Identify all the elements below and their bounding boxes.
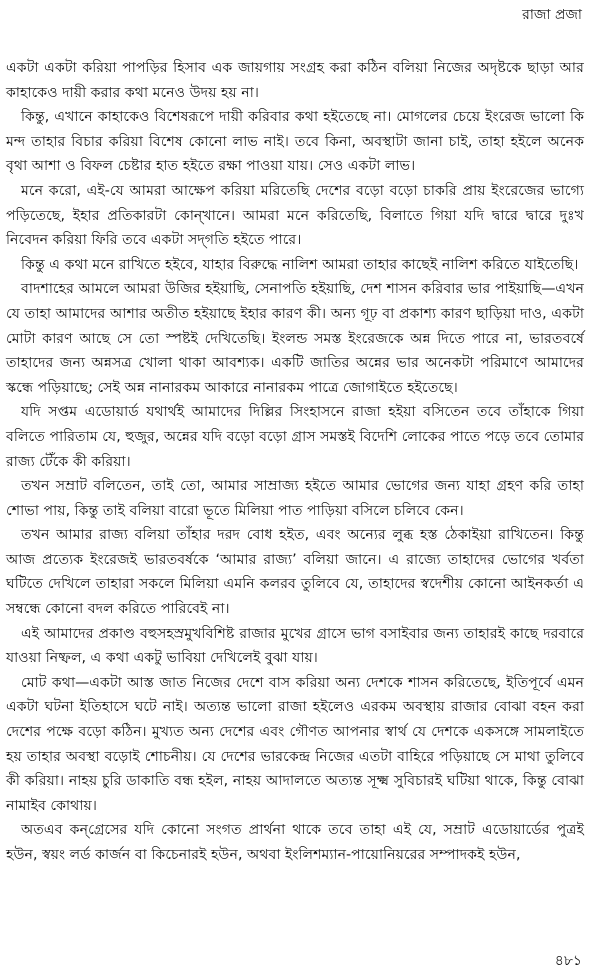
paragraph: তখন সম্রাট বলিতেন, তাই তো, আমার সাম্রাজ্য হইতে আমার ভোগের জন্য যাহা গ্রহণ করি তাহা শোভা পায়, কিন্তু তাই বলিয়া বারো ভূতে মিলিয়া পাত পাড়িয়া বসিলে চলিবে কেন।	[6, 478, 584, 519]
paragraph: তখন আমার রাজ্য বলিয়া তাঁহার দরদ বোধ হইত, এবং অন্যের লুব্ধ হস্ত ঠেকাইয়া রাখিতেন। কিন্তু আজ প্রত্যেক ইংরেজই ভারতবর্ষকে ‘আমার রাজ্য’ বলিয়া জানে। এ রাজ্যে তাহাদের ভোগের খর্বতা ঘটিতে দেখিলে তাহারা সকলে মিলিয়া এমনি কলরব তুলিবে যে, তাহাদের স্বদেশীয় কোনো আইনকর্তা এ সম্বন্ধে কোনো বদল করিতে পারিবেই না।	[6, 527, 584, 618]
running-header: রাজা প্রজা	[522, 7, 582, 23]
paragraph: মনে করো, এই-যে আমরা আক্ষেপ করিয়া মরিতেছি দেশের বড়ো বড়ো চাকরি প্রায় ইংরেজের ভাগ্যে পড়িতেছে, ইহার প্রতিকারটা কোন্‌খানে। আমরা মনে করিতেছি, বিলাতে গিয়া যদি দ্বারে দ্বারে দুঃখ নিবেদন করিয়া ফিরি তবে একটা সদ্‌গতি হইতে পারে।	[6, 182, 584, 249]
paragraph: বাদশাহের আমলে আমরা উজির হইয়াছি, সেনাপতি হইয়াছি, দেশ শাসন করিবার ভার পাইয়াছি—এখন যে তাহা আমাদের আশার অতীত হইয়াছে ইহার কারণ কী। অন্য গূঢ় বা প্রকাশ্য কারণ ছাড়িয়া দাও, একটা মোটা কারণ আছে সে তো স্পষ্টই দেখিতেছি। ইংলন্ড সমস্ত ইংরেজকে অন্ন দিতে পারে না, ভারতবর্ষে তাহাদের জন্য অন্নসত্র খোলা থাকা আবশ্যক। একটি জাতির অন্নের ভার অনেকটা পরিমাণে আমাদের স্কন্ধে পড়িয়াছে; সেই অন্ন নানারকম আকারে নানারকম পাত্রে জোগাইতে হইতেছে।	[6, 281, 584, 396]
paragraph: অতএব কন্‌গ্রেসের যদি কোনো সংগত প্রার্থনা থাকে তবে তাহা এই যে, সম্রাট এডোয়ার্ডের পুত্রই হউন, স্বয়ং লর্ড কার্জন বা কিচেনারই হউন, অথবা ইংলিশম্যান-পায়োনিয়রের সম্পাদকই হউন,	[6, 822, 584, 863]
paragraph: কিন্তু, এখানে কাহাকেও বিশেষরূপে দায়ী করিবার কথা হইতেছে না। মোগলের চেয়ে ইংরেজ ভালো কি মন্দ তাহার বিচার করিয়া বিশেষ কোনো লাভ নাই। তবে কিনা, অবস্থাটা জানা চাই, তাহা হইলে অনেক বৃথা আশা ও বিফল চেষ্টার হাত হইতে রক্ষা পাওয়া যায়। সেও একটা লাভ।	[6, 109, 584, 175]
paragraph: এই আমাদের প্রকাণ্ড বহুসহস্রমুখবিশিষ্ট রাজার মুখের গ্রাসে ভাগ বসাইবার জন্য তাহারই কাছে দরবারে যাওয়া নিষ্ফল, এ কথা একটু ভাবিয়া দেখিলেই বুঝা যায়।	[6, 625, 584, 667]
body-text	[6, 56, 584, 868]
paragraph: কিন্তু এ কথা মনে রাখিতে হইবে, যাহার বিরুদ্ধে নালিশ আমরা তাহার কাছেই নালিশ করিতে যাইতেছি।	[21, 256, 579, 273]
paragraph: একটা একটা করিয়া পাপড়ির হিসাব এক জায়গায় সংগ্রহ করা কঠিন বলিয়া নিজের অদৃষ্টকে ছাড়া আর কাহাকেও দায়ী করার কথা মনেও উদয় হয় না।	[6, 60, 584, 101]
paragraph: মোট কথা—একটা আস্ত জাত নিজের দেশে বাস করিয়া অন্য দেশকে শাসন করিতেছে, ইতিপূর্বে এমন একটা ঘটনা ইতিহাসে ঘটে নাই। অত্যন্ত ভালো রাজা হইলেও এরকম অবস্থায় রাজার বোঝা বহন করা দেশের পক্ষে বড়ো কঠিন। মুখ্যত অন্য দেশের এবং গৌণত আপনার স্বার্থ যে দেশকে একসঙ্গে সামলাইতে হয় তাহার অবস্থা বড়োই শোচনীয়। যে দেশের ভারকেন্দ্র নিজের এতটা বাহিরে পড়িয়াছে সে মাথা তুলিবে কী করিয়া। নাহয় চুরি ডাকাতি বন্ধ হইল, নাহয় আদালতে অত্যন্ত সূক্ষ্ম সুবিচারই ঘটিয়া থাকে, কিন্তু বোঝা নামাইব কোথায়।	[6, 674, 584, 814]
page-number: ৪৮১	[554, 953, 582, 969]
paragraph: যদি সপ্তম এডোয়ার্ড যথার্থই আমাদের দিল্লির সিংহাসনে রাজা হইয়া বসিতেন তবে তাঁহাকে গিয়া বলিতে পারিতাম যে, হুজুর, অন্নের যদি বড়ো বড়ো গ্রাস সমস্তই বিদেশি লোকের পাতে পড়ে তবে তোমার রাজ্য টেঁকে কী করিয়া।	[6, 404, 584, 470]
